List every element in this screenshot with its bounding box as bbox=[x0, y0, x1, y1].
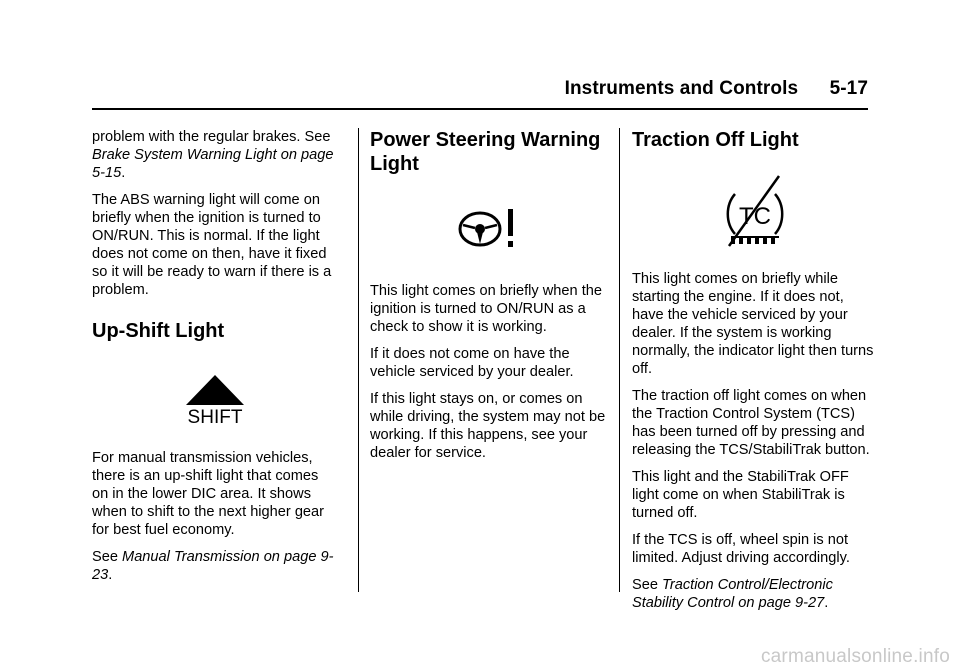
paragraph: The ABS warning light will come on briefly when the ignition is turned to ON/RUN. This is normal. If the light does not come on then, have it fixed so it will be ready to warn if there is a problem. bbox=[92, 192, 332, 298]
paragraph: For manual transmission vehicles, there is an up-shift light that comes on in the lower DIC area. It shows when to shift to the next higher gear for best fuel economy. bbox=[92, 450, 325, 538]
column-divider bbox=[619, 128, 620, 592]
column-divider bbox=[358, 128, 359, 592]
paragraph: This light comes on briefly while starting the engine. If it does not, have the vehicle serviced by your dealer. If the system is working normally, the indicator light then turns off. bbox=[632, 271, 874, 377]
paragraph: If it does not come on have the vehicle serviced by your dealer. bbox=[370, 346, 574, 380]
cross-reference: Traction Control/Electronic Stability Control on page 9-27 bbox=[632, 577, 833, 611]
section-heading: Traction Off Light bbox=[632, 129, 799, 151]
paragraph: problem with the regular brakes. See Brake System Warning Light on page 5-15. bbox=[92, 129, 334, 181]
svg-text:TC: TC bbox=[739, 203, 771, 230]
page-header bbox=[565, 78, 868, 100]
paragraph: This light and the StabiliTrak OFF light come on when StabiliTrak is turned off. bbox=[632, 469, 849, 521]
header-rule bbox=[92, 108, 868, 110]
traction-off-icon bbox=[632, 172, 878, 252]
upshift-light-icon bbox=[92, 373, 338, 425]
column-3 bbox=[632, 128, 878, 621]
section-heading: Power Steering Warning Light bbox=[370, 129, 601, 175]
section-title: Instruments and Controls bbox=[564, 78, 799, 99]
paragraph: If the TCS is off, wheel spin is not limited. Adjust driving accordingly. bbox=[632, 532, 850, 566]
section-heading: Up-Shift Light bbox=[92, 320, 225, 342]
column-1 bbox=[92, 128, 338, 593]
paragraph: See Manual Transmission on page 9-23. bbox=[92, 549, 334, 583]
power-steering-warning-icon bbox=[370, 206, 616, 252]
cross-reference: Brake System Warning Light on page 5-15 bbox=[92, 147, 334, 181]
column-2 bbox=[370, 128, 616, 471]
page-number: 5-17 bbox=[829, 78, 868, 99]
paragraph: This light comes on briefly when the ignition is turned to ON/RUN as a check to show it is working. bbox=[370, 283, 602, 335]
paragraph: If this light stays on, or comes on while driving, the system may not be working. If this happens, see your dealer for service. bbox=[370, 391, 606, 461]
paragraph: The traction off light comes on when the Traction Control System (TCS) has been turned off by pressing and releasing the TCS/StabiliTrak button. bbox=[632, 388, 870, 458]
paragraph: See Traction Control/Electronic Stability Control on page 9-27. bbox=[632, 577, 833, 611]
cross-reference: Manual Transmission on page 9-23 bbox=[92, 549, 334, 583]
svg-text:SHIFT: SHIFT bbox=[187, 407, 243, 425]
watermark: carmanualsonline.info bbox=[760, 646, 950, 667]
